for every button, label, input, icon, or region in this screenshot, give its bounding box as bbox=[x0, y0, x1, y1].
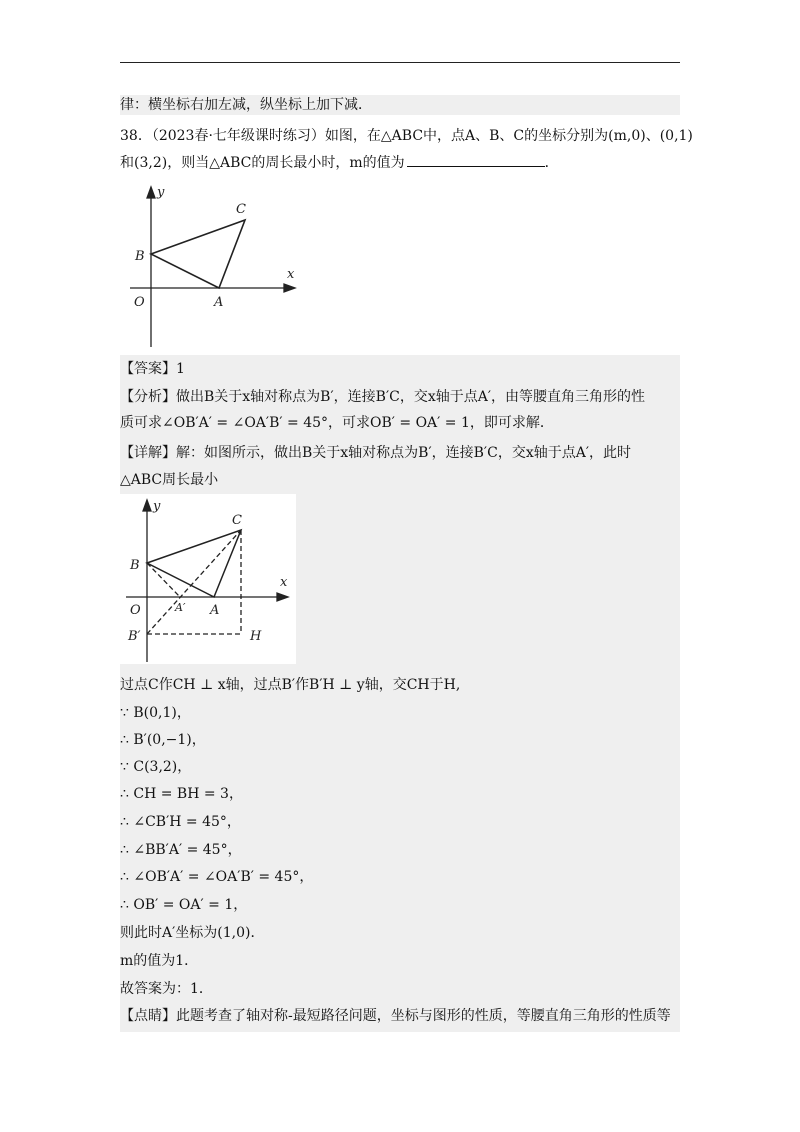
question-line-2 bbox=[120, 152, 559, 173]
fig1-x-arrow bbox=[284, 284, 295, 292]
fig2-label-x: x bbox=[280, 575, 288, 590]
fig2-label-C: C bbox=[232, 513, 242, 528]
comment-line: 【点睛】此题考查了轴对称-最短路径问题，坐标与图形的性质，等腰直角三角形的性质等 bbox=[120, 1008, 671, 1024]
fig2-dashed-BA bbox=[147, 563, 180, 597]
question-text: 和(3,2)，则当△ABC的周长最小时，m的值为 bbox=[120, 155, 405, 171]
fig2-label-B: B bbox=[130, 558, 140, 573]
answer-blank[interactable] bbox=[407, 152, 545, 167]
fig1-triangle bbox=[151, 220, 245, 288]
detail-line-1: 【详解】解：如图所示，做出B关于x轴对称点为B′，连接B′C，交x轴于点A′，此时 bbox=[120, 445, 632, 461]
fig2-label-Aprime: A′ bbox=[175, 601, 186, 614]
fig2-y-arrow bbox=[143, 500, 151, 511]
fig2-label-Bprime: B′ bbox=[128, 629, 141, 644]
step-4: ∵ C(3,2)， bbox=[120, 759, 192, 775]
step-12: 故答案为：1． bbox=[120, 981, 213, 997]
step-3: ∴ B′(0,−1)， bbox=[120, 732, 206, 748]
answer-line: 【答案】1 bbox=[120, 361, 185, 377]
step-1: 过点C作CH ⊥ x轴，过点B′作B′H ⊥ y轴，交CH于H, bbox=[120, 677, 461, 693]
step-10: 则此时A′坐标为(1,0)． bbox=[120, 925, 265, 941]
step-6: ∴ ∠CB′H = 45°， bbox=[120, 814, 241, 830]
fig2-label-O: O bbox=[130, 603, 141, 618]
analysis-line-2: 质可求∠OB′A′ = ∠OA′B′ = 45°，可求OB′ = OA′ = 1，即可求解． bbox=[120, 415, 554, 431]
fig1-label-y: y bbox=[157, 185, 165, 200]
question-line-1: 38．（2023春·七年级课时练习）如图，在△ABC中，点A、B、C的坐标分别为(m,0)、(0,1) bbox=[120, 128, 693, 144]
step-11: m的值为1． bbox=[120, 953, 199, 969]
detail-line-2: △ABC周长最小 bbox=[120, 472, 219, 488]
figure-2 bbox=[120, 494, 296, 664]
step-7: ∴ ∠BB′A′ = 45°， bbox=[120, 842, 242, 858]
step-5: ∴ CH = BH = 3， bbox=[120, 786, 243, 802]
figure-1 bbox=[125, 182, 305, 354]
step-2: ∵ B(0,1)， bbox=[120, 705, 191, 721]
fig2-label-H: H bbox=[250, 629, 262, 644]
fig1-label-B: B bbox=[135, 249, 145, 264]
fig2-label-A: A bbox=[210, 603, 220, 618]
fig1-y-arrow bbox=[147, 187, 155, 198]
fig1-label-C: C bbox=[236, 202, 246, 217]
fig1-label-O: O bbox=[134, 295, 145, 310]
fig1-label-A: A bbox=[214, 295, 224, 310]
analysis-line-1: 【分析】做出B关于x轴对称点为B′，连接B′C，交x轴于点A′，由等腰直角三角形的性 bbox=[120, 389, 646, 405]
header-rule bbox=[120, 62, 680, 63]
question-end: ． bbox=[544, 155, 559, 171]
step-9: ∴ OB′ = OA′ = 1， bbox=[120, 897, 248, 913]
fig2-label-y: y bbox=[153, 499, 161, 514]
step-8: ∴ ∠OB′A′ = ∠OA′B′ = 45°， bbox=[120, 869, 314, 885]
fig2-triangle bbox=[147, 530, 241, 597]
fig2-x-arrow bbox=[277, 593, 288, 601]
fig2-dashed-BprimeC bbox=[147, 530, 241, 634]
fig1-label-x: x bbox=[287, 267, 295, 282]
text-line-1: 律：横坐标右加左减，纵坐标上加下减． bbox=[120, 97, 372, 113]
